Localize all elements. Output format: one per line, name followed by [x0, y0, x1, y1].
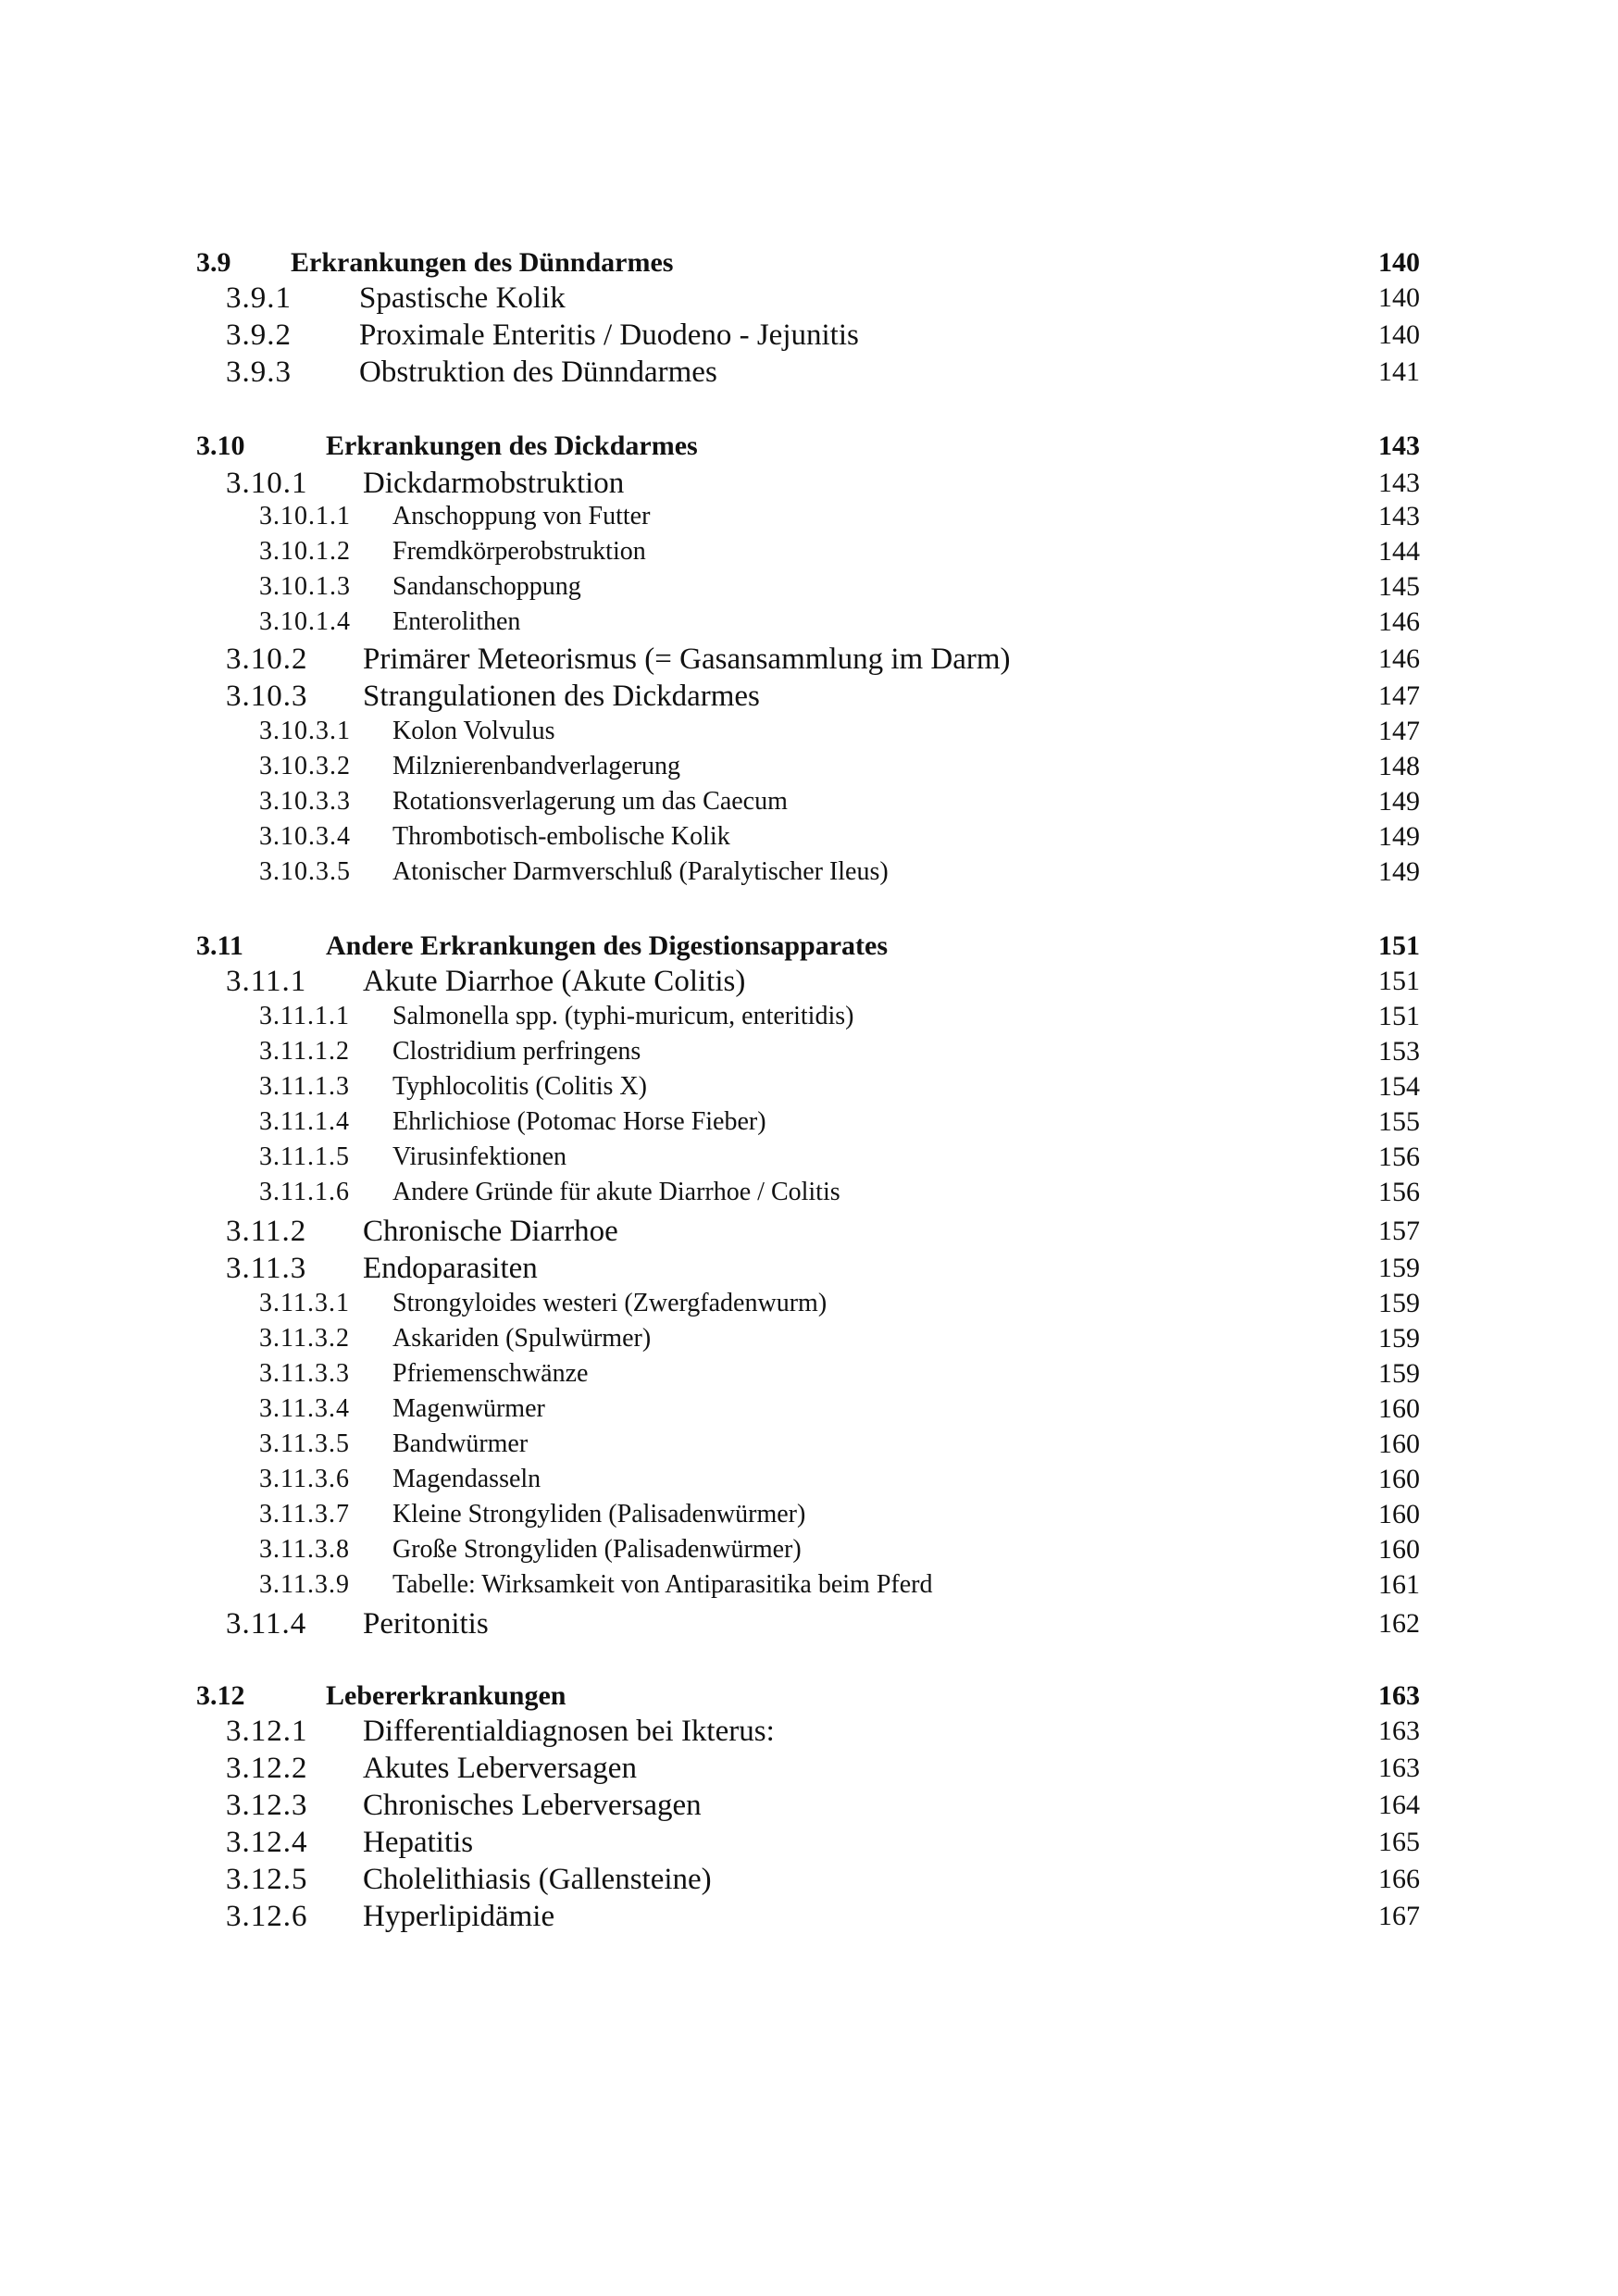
entry-page: 160 — [1378, 1429, 1420, 1459]
entry-number: 3.11.3.4 — [259, 1394, 350, 1423]
toc-subsection — [226, 1898, 1420, 1935]
entry-title: Erkrankungen des Dünndarmes — [291, 247, 674, 278]
toc-section — [196, 426, 1420, 467]
entry-title: Strongyloides westeri (Zwergfadenwurm) — [392, 1289, 828, 1317]
entry-title: Magenwürmer — [392, 1394, 545, 1423]
entry-page: 149 — [1378, 856, 1420, 887]
toc-section — [196, 1676, 1420, 1716]
toc-subsubsection — [259, 1070, 1420, 1104]
entry-title: Virusinfektionen — [392, 1142, 567, 1171]
toc-subsubsection — [259, 1287, 1420, 1320]
toc-subsubsection — [259, 1463, 1420, 1496]
entry-number: 3.11.1.2 — [259, 1037, 350, 1066]
entry-title: Andere Gründe für akute Diarrhoe / Colitis — [392, 1178, 840, 1206]
entry-page: 153 — [1378, 1036, 1420, 1067]
entry-number: 3.10.3 — [226, 680, 308, 713]
entry-page: 163 — [1378, 1680, 1420, 1711]
toc-subsubsection — [259, 1498, 1420, 1531]
entry-page: 156 — [1378, 1177, 1420, 1207]
entry-title: Hepatitis — [363, 1826, 474, 1859]
entry-number: 3.10 — [196, 430, 245, 461]
entry-number: 3.12.6 — [226, 1900, 308, 1933]
toc-subsection — [226, 354, 1420, 391]
entry-number: 3.9 — [196, 247, 231, 278]
entry-number: 3.9.1 — [226, 281, 292, 315]
entry-page: 143 — [1378, 430, 1420, 461]
entry-page: 156 — [1378, 1142, 1420, 1172]
toc-subsubsection — [259, 1000, 1420, 1033]
entry-title: Obstruktion des Dünndarmes — [359, 356, 717, 389]
entry-title: Salmonella spp. (typhi-muricum, enteritidis) — [392, 1002, 854, 1030]
entry-number: 3.11.3.6 — [259, 1465, 350, 1493]
entry-number: 3.11.1.3 — [259, 1072, 350, 1101]
entry-page: 143 — [1378, 501, 1420, 531]
entry-number: 3.11.3.5 — [259, 1429, 350, 1458]
entry-title: Bandwürmer — [392, 1429, 529, 1458]
toc-subsubsection — [259, 500, 1420, 533]
entry-page: 151 — [1378, 1001, 1420, 1031]
entry-number: 3.11.3.9 — [259, 1570, 350, 1599]
entry-page: 159 — [1378, 1253, 1420, 1283]
entry-title: Tabelle: Wirksamkeit von Antiparasitika beim Pferd — [392, 1570, 933, 1599]
entry-number: 3.11.3.8 — [259, 1535, 350, 1564]
toc-subsection — [226, 1250, 1420, 1287]
entry-page: 160 — [1378, 1499, 1420, 1529]
entry-number: 3.12 — [196, 1680, 245, 1711]
entry-title: Anschoppung von Futter — [392, 502, 651, 530]
entry-page: 146 — [1378, 606, 1420, 637]
entry-page: 140 — [1378, 319, 1420, 350]
entry-title: Differentialdiagnosen bei Ikterus: — [363, 1715, 775, 1748]
entry-page: 163 — [1378, 1753, 1420, 1783]
entry-number: 3.11.1.6 — [259, 1178, 350, 1206]
entry-number: 3.9.3 — [226, 356, 292, 389]
entry-title: Proximale Enteritis / Duodeno - Jejunitis — [359, 318, 859, 352]
toc-subsubsection — [259, 820, 1420, 854]
entry-number: 3.10.1.1 — [259, 502, 351, 530]
toc-subsection — [226, 1713, 1420, 1750]
entry-number: 3.11.3.1 — [259, 1289, 350, 1317]
toc-subsection — [226, 678, 1420, 715]
toc-subsubsection — [259, 1176, 1420, 1209]
entry-page: 166 — [1378, 1864, 1420, 1894]
entry-number: 3.11.3.3 — [259, 1359, 350, 1388]
toc-subsection — [226, 1750, 1420, 1787]
entry-page: 160 — [1378, 1393, 1420, 1424]
entry-title: Primärer Meteorismus (= Gasansammlung im Darm) — [363, 643, 1011, 676]
entry-page: 140 — [1378, 247, 1420, 278]
entry-number: 3.9.2 — [226, 318, 292, 352]
toc-subsubsection — [259, 1322, 1420, 1355]
toc-subsubsection — [259, 1392, 1420, 1426]
entry-number: 3.11.2 — [226, 1215, 307, 1248]
entry-page: 167 — [1378, 1901, 1420, 1931]
entry-title: Dickdarmobstruktion — [363, 467, 625, 500]
entry-number: 3.10.1.2 — [259, 537, 351, 566]
toc-subsubsection — [259, 570, 1420, 604]
entry-number: 3.11.3 — [226, 1252, 307, 1285]
toc-subsubsection — [259, 750, 1420, 783]
toc-subsubsection — [259, 1428, 1420, 1461]
entry-title: Erkrankungen des Dickdarmes — [326, 430, 698, 461]
entry-number: 3.11.3.2 — [259, 1324, 350, 1353]
entry-number: 3.10.3.3 — [259, 787, 351, 816]
toc-subsubsection — [259, 1533, 1420, 1566]
toc-subsubsection — [259, 535, 1420, 568]
toc-subsection — [226, 641, 1420, 678]
entry-title: Enterolithen — [392, 607, 521, 636]
entry-number: 3.10.2 — [226, 643, 308, 676]
entry-title: Akutes Leberversagen — [363, 1752, 637, 1785]
entry-title: Chronische Diarrhoe — [363, 1215, 618, 1248]
entry-title: Magendasseln — [392, 1465, 541, 1493]
toc-section — [196, 926, 1420, 967]
entry-number: 3.12.1 — [226, 1715, 308, 1748]
entry-number: 3.11.1.1 — [259, 1002, 350, 1030]
toc-subsubsection — [259, 855, 1420, 889]
toc-subsection — [226, 1213, 1420, 1250]
entry-page: 143 — [1378, 468, 1420, 498]
entry-title: Chronisches Leberversagen — [363, 1789, 702, 1822]
toc-subsection — [226, 280, 1420, 317]
entry-number: 3.11.1.4 — [259, 1107, 350, 1136]
toc-subsubsection — [259, 1035, 1420, 1068]
entry-page: 149 — [1378, 786, 1420, 817]
toc-subsubsection — [259, 1141, 1420, 1174]
entry-number: 3.10.1.3 — [259, 572, 351, 601]
entry-title: Cholelithiasis (Gallensteine) — [363, 1863, 712, 1896]
entry-title: Kleine Strongyliden (Palisadenwürmer) — [392, 1500, 806, 1529]
entry-page: 157 — [1378, 1216, 1420, 1246]
entry-title: Clostridium perfringens — [392, 1037, 641, 1066]
entry-number: 3.10.1 — [226, 467, 308, 500]
entry-page: 141 — [1378, 356, 1420, 387]
entry-page: 163 — [1378, 1716, 1420, 1746]
entry-number: 3.11.1.5 — [259, 1142, 350, 1171]
entry-number: 3.11.1 — [226, 965, 307, 998]
entry-number: 3.10.3.2 — [259, 752, 351, 780]
toc-subsection — [226, 1787, 1420, 1824]
entry-page: 154 — [1378, 1071, 1420, 1102]
entry-number: 3.12.5 — [226, 1863, 308, 1896]
entry-page: 160 — [1378, 1464, 1420, 1494]
toc-subsection — [226, 1861, 1420, 1898]
entry-number: 3.12.4 — [226, 1826, 308, 1859]
entry-page: 155 — [1378, 1106, 1420, 1137]
entry-page: 162 — [1378, 1608, 1420, 1639]
toc-subsection — [226, 1605, 1420, 1642]
entry-title: Fremdkörperobstruktion — [392, 537, 646, 566]
toc-subsection — [226, 963, 1420, 1000]
entry-title: Lebererkrankungen — [326, 1680, 566, 1711]
toc-subsection — [226, 465, 1420, 502]
entry-number: 3.12.3 — [226, 1789, 308, 1822]
entry-title: Typhlocolitis (Colitis X) — [392, 1072, 647, 1101]
entry-title: Strangulationen des Dickdarmes — [363, 680, 760, 713]
entry-number: 3.12.2 — [226, 1752, 308, 1785]
entry-page: 147 — [1378, 716, 1420, 746]
entry-title: Ehrlichiose (Potomac Horse Fieber) — [392, 1107, 766, 1136]
toc-subsection — [226, 317, 1420, 354]
entry-page: 159 — [1378, 1323, 1420, 1354]
entry-title: Große Strongyliden (Palisadenwürmer) — [392, 1535, 802, 1564]
entry-page: 147 — [1378, 680, 1420, 711]
entry-title: Askariden (Spulwürmer) — [392, 1324, 652, 1353]
entry-number: 3.10.3.4 — [259, 822, 351, 851]
entry-page: 159 — [1378, 1288, 1420, 1318]
entry-page: 151 — [1378, 930, 1420, 961]
entry-title: Rotationsverlagerung um das Caecum — [392, 787, 788, 816]
entry-page: 148 — [1378, 751, 1420, 781]
entry-title: Akute Diarrhoe (Akute Colitis) — [363, 965, 746, 998]
entry-number: 3.11 — [196, 930, 243, 961]
toc-subsubsection — [259, 1357, 1420, 1391]
toc-subsubsection — [259, 715, 1420, 748]
entry-number: 3.10.3.1 — [259, 717, 351, 745]
entry-page: 160 — [1378, 1534, 1420, 1565]
entry-title: Peritonitis — [363, 1607, 489, 1641]
entry-number: 3.10.3.5 — [259, 857, 351, 886]
entry-title: Spastische Kolik — [359, 281, 566, 315]
entry-title: Kolon Volvulus — [392, 717, 555, 745]
toc-subsubsection — [259, 785, 1420, 818]
entry-page: 161 — [1378, 1569, 1420, 1600]
entry-page: 144 — [1378, 536, 1420, 567]
entry-title: Andere Erkrankungen des Digestionsapparates — [326, 930, 889, 961]
entry-number: 3.11.3.7 — [259, 1500, 350, 1529]
entry-number: 3.10.1.4 — [259, 607, 351, 636]
toc-subsubsection — [259, 1105, 1420, 1139]
toc-subsubsection — [259, 605, 1420, 639]
toc-subsubsection — [259, 1568, 1420, 1602]
entry-title: Hyperlipidämie — [363, 1900, 555, 1933]
entry-page: 140 — [1378, 282, 1420, 313]
entry-title: Atonischer Darmverschluß (Paralytischer Ileus) — [392, 857, 889, 886]
toc-section — [196, 243, 1420, 283]
entry-page: 146 — [1378, 643, 1420, 674]
entry-page: 151 — [1378, 966, 1420, 996]
entry-number: 3.11.4 — [226, 1607, 307, 1641]
entry-page: 145 — [1378, 571, 1420, 602]
entry-page: 149 — [1378, 821, 1420, 852]
entry-title: Milznierenbandverlagerung — [392, 752, 680, 780]
entry-title: Thrombotisch-embolische Kolik — [392, 822, 730, 851]
entry-page: 165 — [1378, 1827, 1420, 1857]
toc-subsection — [226, 1824, 1420, 1861]
entry-page: 164 — [1378, 1790, 1420, 1820]
entry-title: Endoparasiten — [363, 1252, 538, 1285]
entry-page: 159 — [1378, 1358, 1420, 1389]
entry-title: Sandanschoppung — [392, 572, 581, 601]
entry-title: Pfriemenschwänze — [392, 1359, 589, 1388]
